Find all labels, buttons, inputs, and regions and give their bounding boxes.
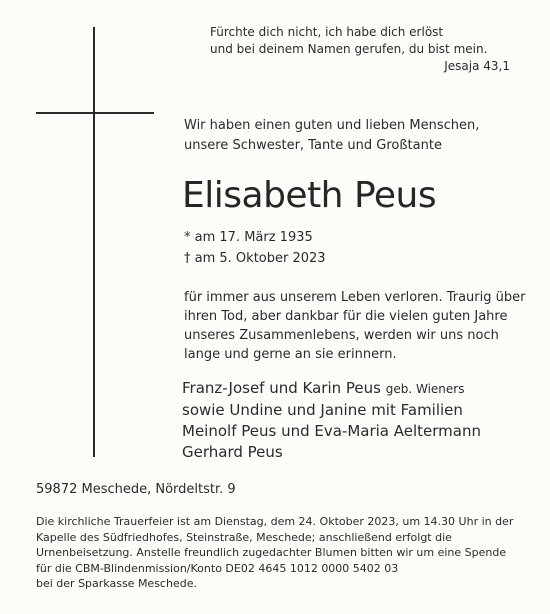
cross-icon-bar [36, 112, 154, 114]
life-dates [184, 227, 326, 269]
quote-line: Fürchte dich nicht, ich habe dich erlöst [210, 25, 444, 39]
family-row: Meinolf Peus und Eva-Maria Aeltermann [182, 422, 481, 440]
bible-quote [210, 24, 510, 75]
address: 59872 Meschede, Nördeltstr. 9 [36, 482, 236, 497]
cross-icon [93, 27, 95, 457]
mourning-line: unseres Zusammenlebens, werden wir uns noch [184, 328, 499, 343]
intro-line: Wir haben einen guten und lieben Menschen, [184, 118, 480, 133]
family-signatures [182, 378, 481, 463]
mourning-line: lange und gerne an sie erinnern. [184, 347, 397, 362]
notice-line: Die kirchliche Trauerfeier ist am Dienstag, dem 24. Oktober 2023, um 14.30 Uhr in der [36, 515, 514, 528]
notice-line: Kapelle des Südfriedhofes, Steinstraße, Meschede; anschließend erfolgt die [36, 530, 452, 544]
family-name: Franz-Josef und Karin Peus [182, 379, 386, 397]
quote-line: und bei deinem Namen gerufen, du bist mein. [210, 42, 488, 56]
intro-line: unsere Schwester, Tante und Großtante [184, 138, 442, 153]
death-date: † am 5. Oktober 2023 [184, 251, 326, 266]
deceased-name: Elisabeth Peus [182, 175, 437, 216]
birth-date: * am 17. März 1935 [184, 230, 313, 245]
notice-line: Urnenbeisetzung. Anstelle freundlich zugedachter Blumen bitten wir um eine Spende [36, 546, 507, 559]
family-row: Gerhard Peus [182, 443, 283, 461]
funeral-notice [36, 514, 531, 592]
family-row: sowie Undine und Janine mit Familien [182, 401, 463, 419]
intro-text [184, 116, 479, 156]
maiden-name: geb. Wieners [385, 382, 465, 396]
quote-reference: Jesaja 43,1 [444, 59, 510, 73]
notice-line: bei der Sparkasse Meschede. [36, 577, 197, 590]
mourning-line: für immer aus unserem Leben verloren. Traurig über [184, 290, 526, 305]
notice-line: für die CBM-Blindenmission/Konto DE02 4645 1012 0000 5402 03 [36, 561, 399, 575]
family-row [182, 378, 481, 400]
mourning-line: ihren Tod, aber dankbar für die vielen guten Jahre [184, 309, 508, 324]
mourning-text [184, 288, 524, 364]
